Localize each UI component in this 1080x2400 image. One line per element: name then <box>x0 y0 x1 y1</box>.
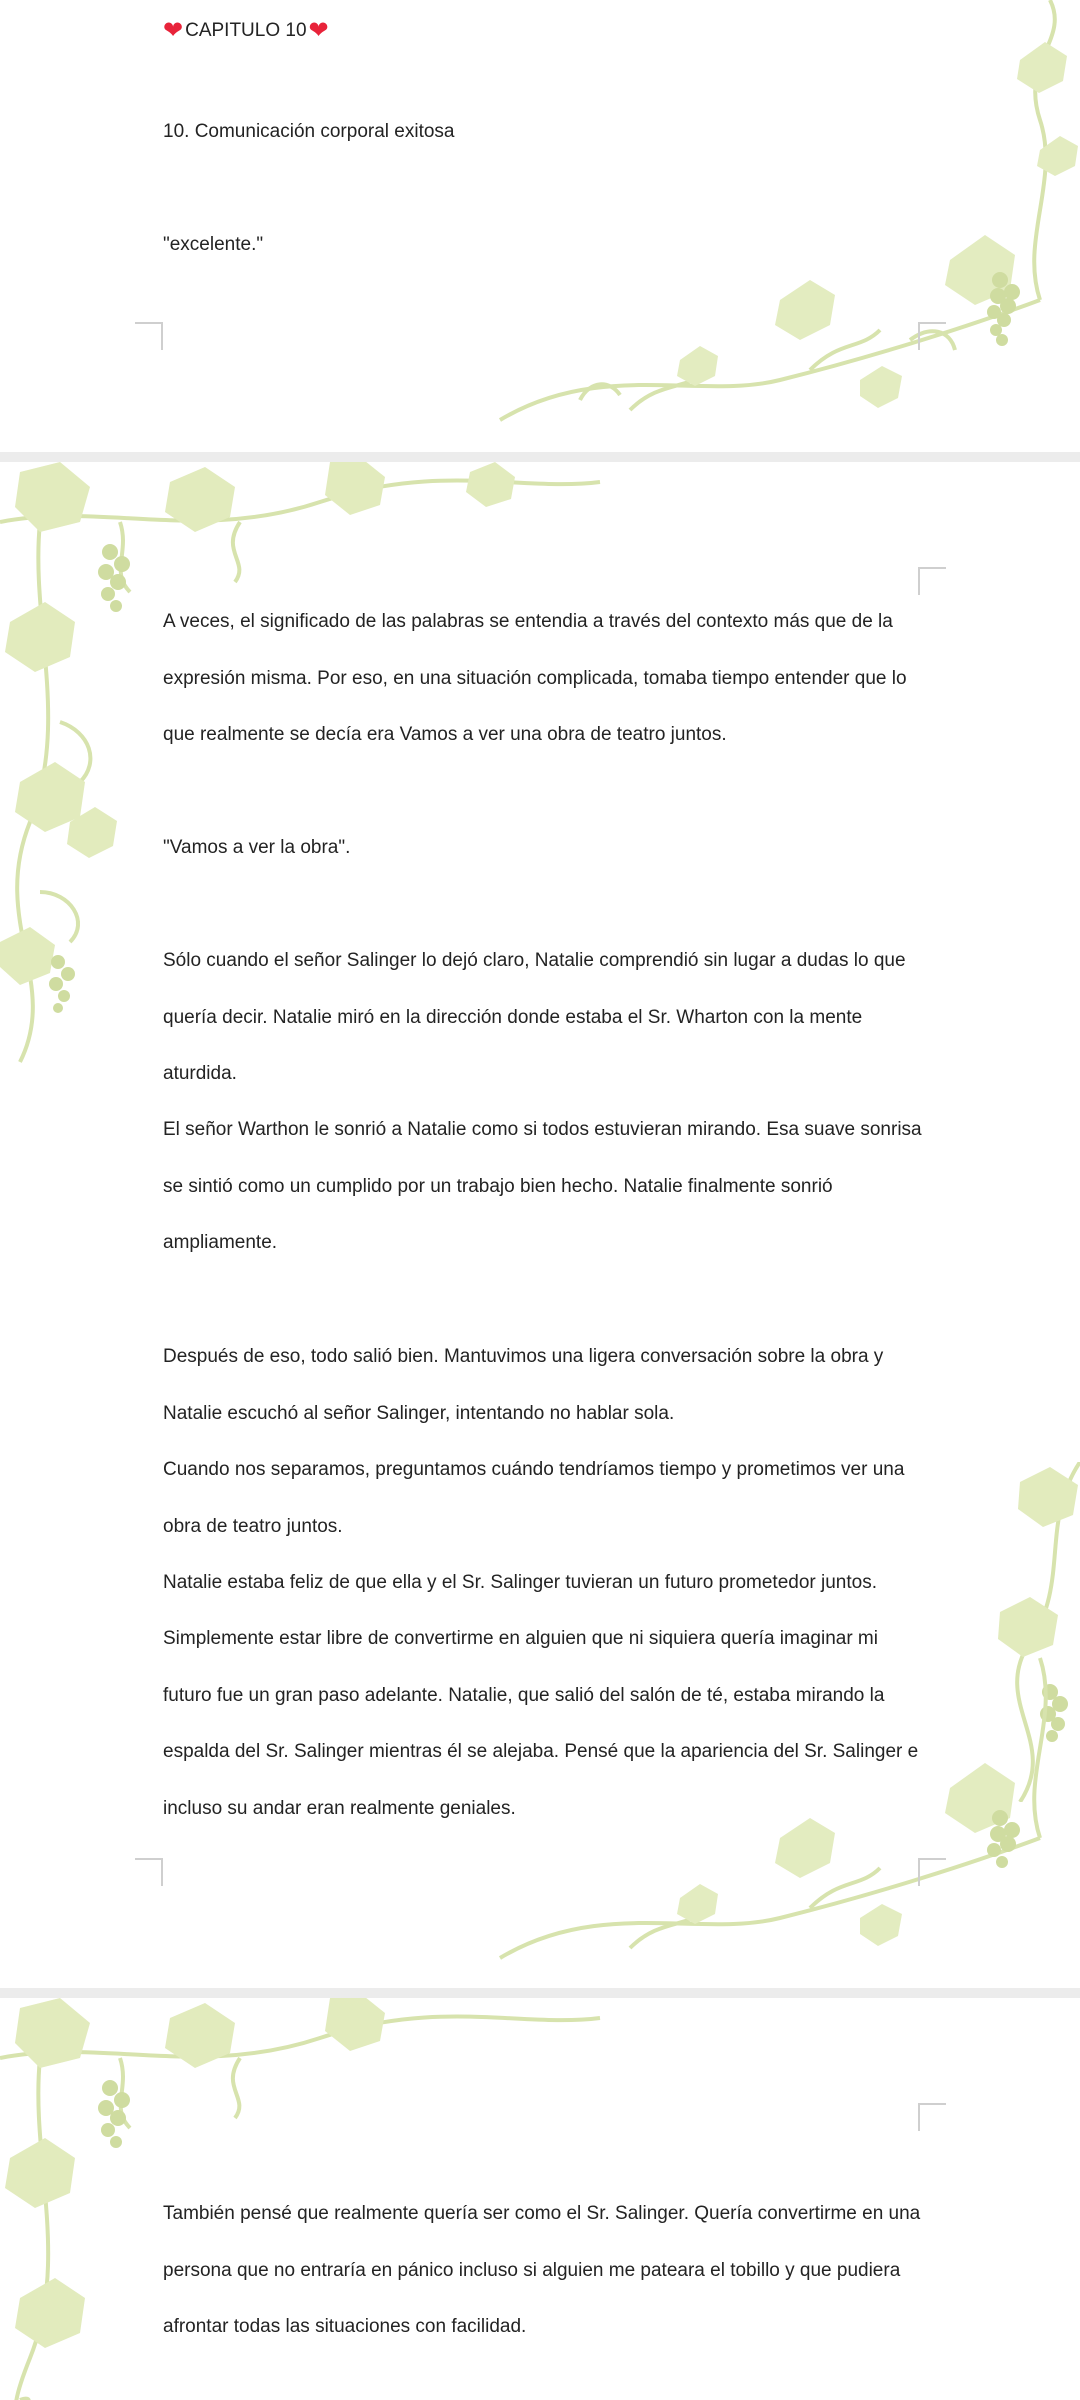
paragraph: Sólo cuando el señor Salinger lo dejó claro, Natalie comprendió sin lugar a dudas lo que quería decir. Natalie miró en la dirección donde estaba el Sr. Wharton con la mente aturdida. <box>163 950 906 1084</box>
page-corner-mark <box>918 322 946 350</box>
page-1 <box>0 0 1080 452</box>
page-corner-mark <box>135 1858 163 1886</box>
paragraph: Cuando nos separamos, preguntamos cuándo tendríamos tiempo y prometimos ver una obra de teatro juntos. <box>163 1459 905 1537</box>
page-2 <box>0 462 1080 1988</box>
page-corner-mark <box>135 322 163 350</box>
quote-line: "excelente." <box>163 234 264 255</box>
page-corner-mark <box>918 2103 946 2131</box>
page-3 <box>0 1998 1080 2400</box>
paragraph: Natalie estaba feliz de que ella y el Sr. Salinger tuvieran un futuro prometedor juntos. <box>163 1572 877 1593</box>
vine-decoration-right <box>960 1462 1080 1802</box>
chapter-label: CAPITULO 10 <box>185 20 307 41</box>
heart-icon: ❤ <box>308 17 329 44</box>
page-corner-mark <box>918 567 946 595</box>
page-corner-mark <box>918 1858 946 1886</box>
heart-icon: ❤ <box>163 17 184 44</box>
paragraph: A veces, el significado de las palabras se entendia a través del contexto más que de la expresión misma. Por eso, en una situación complicada, tomaba tiempo entender que lo que realmente se decía era Vamos a ver una obra de teatro juntos. <box>163 611 907 745</box>
paragraph: Simplemente estar libre de convertirme en alguien que ni siquiera quería imaginar mi futuro fue un gran paso adelante. Natalie, que salió del salón de té, estaba mirando la espalda del Sr. Salinger mientras él se alejaba. Pensé que la apariencia del Sr. Salinger e incluso su andar eran realmente geniales. <box>163 1628 919 1819</box>
paragraph: "Vamos a ver la obra". <box>163 837 351 858</box>
paragraph: También pensé que realmente quería ser como el Sr. Salinger. Quería convertirme en una persona que no entraría en pánico incluso si alguien me pateara el tobillo y que pudiera afrontar todas las situaciones con facilidad. <box>163 2203 921 2337</box>
chapter-heading <box>163 19 329 43</box>
paragraph: El señor Warthon le sonrió a Natalie como si todos estuvieran mirando. Esa suave sonrisa se sintió como un cumplido por un trabajo bien hecho. Natalie finalmente sonrió ampliamente. <box>163 1119 922 1253</box>
paragraph: Después de eso, todo salió bien. Mantuvimos una ligera conversación sobre la obra y Natalie escuchó al señor Salinger, intentando no hablar sola. <box>163 1346 884 1424</box>
chapter-subtitle: 10. Comunicación corporal exitosa <box>163 121 455 142</box>
vine-decoration-bottom-right <box>480 0 1080 452</box>
